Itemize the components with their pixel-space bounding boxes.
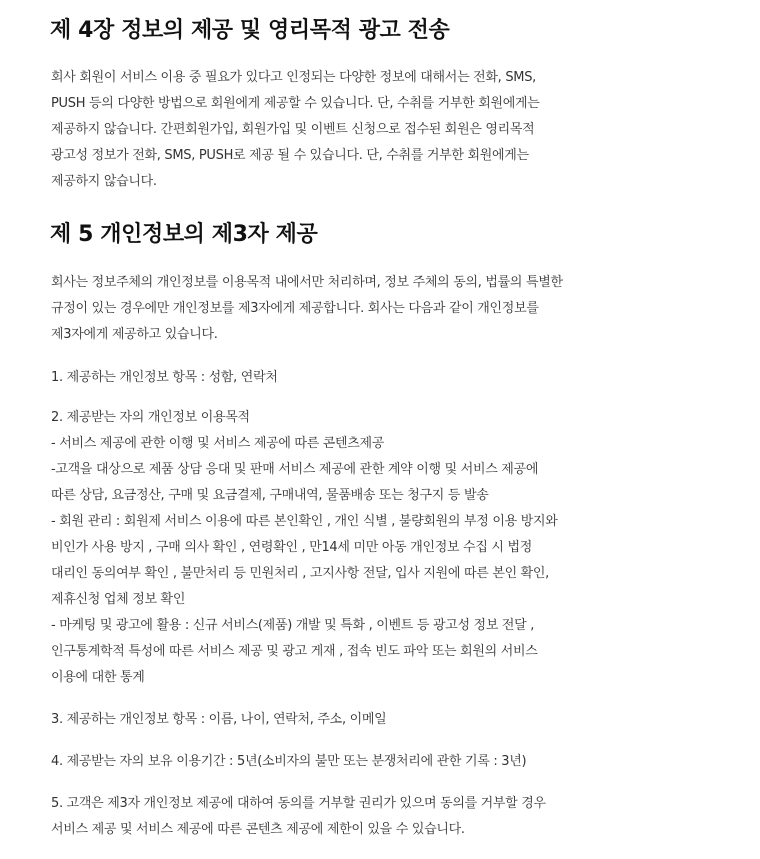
paragraph-item-4	[51, 749, 526, 775]
paragraph-line: 서비스 제공 및 서비스 제공에 따른 콘텐츠 제공에 제한이 있을 수 있습니다.	[51, 822, 465, 837]
paragraph-line: 회사는 정보주체의 개인정보를 이용목적 내에서만 처리하며, 정보 주체의 동의, 법률의 특별한	[51, 275, 563, 290]
paragraph-info-provision	[51, 65, 540, 195]
paragraph-line: 대리인 동의여부 확인 , 불만처리 등 민원처리 , 고지사항 전달, 입사 지원에 따른 본인 확인,	[51, 566, 550, 581]
paragraph-line: 제공하지 않습니다.	[51, 174, 157, 189]
paragraph-line: 제공하지 않습니다. 간편회원가입, 회원가입 및 이벤트 신청으로 접수된 회원은 영리목적	[51, 122, 535, 137]
paragraph-line: 인구통계학적 특성에 따른 서비스 제공 및 광고 게재 , 접속 빈도 파악 또는 회원의 서비스	[51, 644, 538, 659]
paragraph-third-party-intro	[51, 270, 563, 348]
paragraph-line: 제휴신청 업체 정보 확인	[51, 592, 186, 607]
paragraph-line: 2. 제공받는 자의 개인정보 이용목적	[51, 410, 250, 425]
paragraph-item-3	[51, 707, 386, 733]
paragraph-line: 비인가 사용 방지 , 구매 의사 확인 , 연령확인 , 만14세 미만 아동 개인정보 수집 시 법정	[51, 540, 533, 555]
paragraph-line: 제3자에게 제공하고 있습니다.	[51, 327, 218, 342]
paragraph-line: 광고성 정보가 전화, SMS, PUSH로 제공 될 수 있습니다. 단, 수취를 거부한 회원에게는	[51, 148, 529, 163]
paragraph-line: - 회원 관리 : 회원제 서비스 이용에 따른 본인확인 , 개인 식별 , 불량회원의 부정 이용 방지와	[51, 514, 558, 529]
paragraph-line: PUSH 등의 다양한 방법으로 회원에게 제공할 수 있습니다. 단, 수취를 거부한 회원에게는	[51, 96, 540, 111]
paragraph-item-5	[51, 791, 546, 843]
paragraph-line: - 서비스 제공에 관한 이행 및 서비스 제공에 따른 콘텐츠제공	[51, 436, 385, 451]
paragraph-line: - 마케팅 및 광고에 활용 : 신규 서비스(제품) 개발 및 특화 , 이벤트 등 광고성 정보 전달 ,	[51, 618, 535, 633]
paragraph-line: 5. 고객은 제3자 개인정보 제공에 대하여 동의를 거부할 권리가 있으며 동의를 거부할 경우	[51, 796, 546, 811]
paragraph-line: -고객을 대상으로 제품 상담 응대 및 판매 서비스 제공에 관한 계약 이행 및 서비스 제공에	[51, 462, 539, 477]
paragraph-line: 3. 제공하는 개인정보 항목 : 이름, 나이, 연락처, 주소, 이메일	[51, 712, 387, 727]
paragraph-line: 이용에 대한 통계	[51, 670, 145, 685]
section-heading-chapter-5: 제 5 개인정보의 제3자 제공	[50, 222, 318, 247]
paragraph-line: 1. 제공하는 개인정보 항목 : 성함, 연락처	[51, 370, 278, 385]
paragraph-line: 4. 제공받는 자의 보유 이용기간 : 5년(소비자의 불만 또는 분쟁처리에 관한 기록 : 3년)	[51, 754, 527, 769]
paragraph-line: 따른 상담, 요금정산, 구매 및 요금결제, 구매내역, 물품배송 또는 청구지 등 발송	[51, 488, 489, 503]
paragraph-item-2	[51, 405, 557, 691]
paragraph-item-1	[51, 365, 278, 391]
paragraph-line: 회사 회원이 서비스 이용 중 필요가 있다고 인정되는 다양한 정보에 대해서는 전화, SMS,	[51, 70, 536, 85]
section-heading-chapter-4: 제 4장 정보의 제공 및 영리목적 광고 전송	[50, 18, 450, 43]
paragraph-line: 규정이 있는 경우에만 개인정보를 제3자에게 제공합니다. 회사는 다음과 같이 개인정보를	[51, 301, 539, 316]
